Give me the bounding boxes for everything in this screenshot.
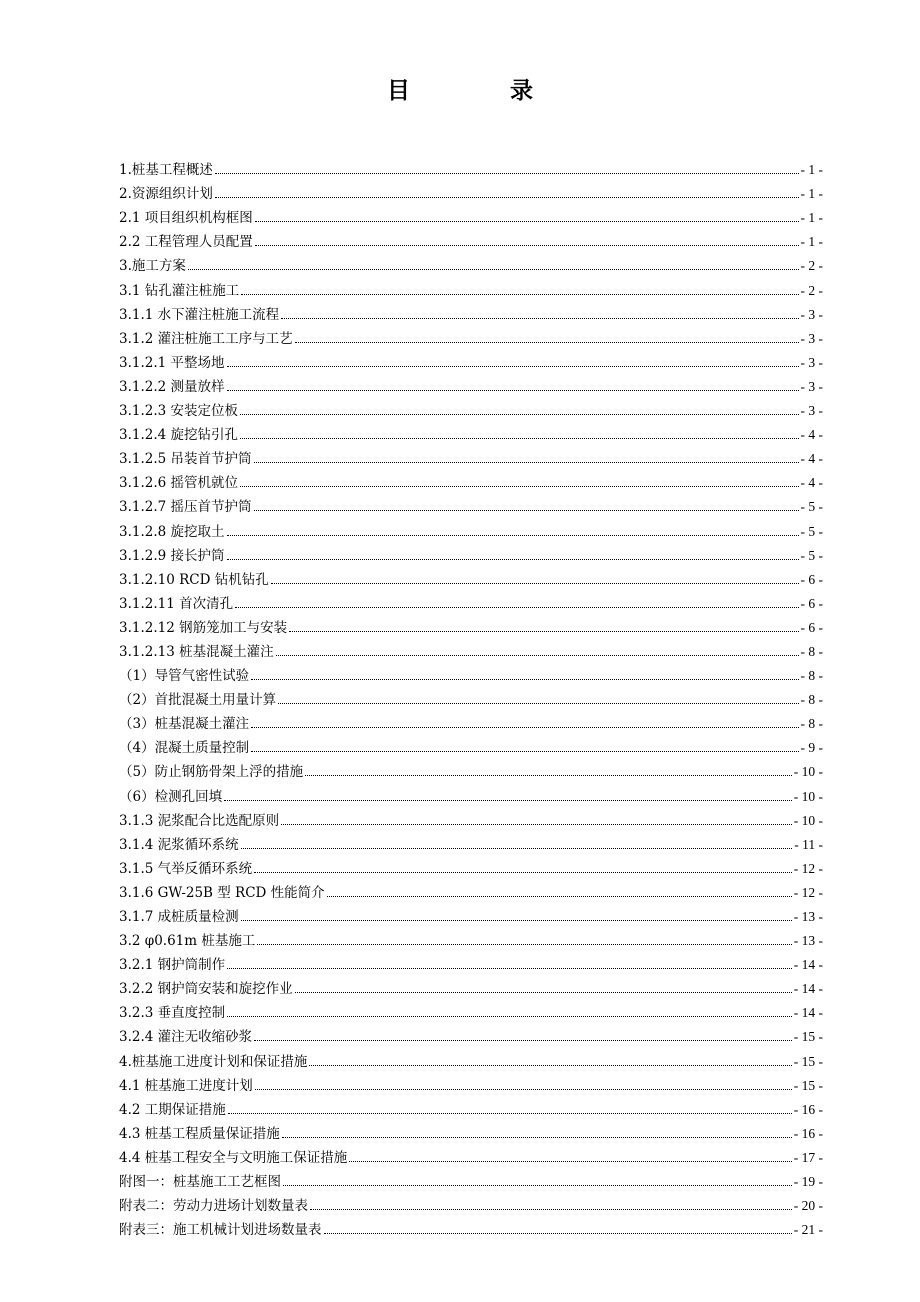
toc-entry-label: 附图一：桩基施工工艺框图 [119,1174,281,1191]
toc-entry[interactable] [119,661,823,685]
toc-entry-label: 3.1.2.6 摇管机就位 [119,475,239,492]
toc-entry-page-number: - 13 - [793,909,823,924]
toc-dot-leader [240,486,798,487]
toc-entry-page-number: - 20 - [793,1198,823,1214]
toc-entry-label: 3.2.4 灌注无收缩砂浆 [119,1029,253,1046]
toc-dot-leader [255,245,799,246]
toc-entry-label: 3.1.4 泥浆循环系统 [119,836,239,853]
toc-entry[interactable] [119,1022,823,1046]
toc-entry[interactable] [119,203,823,227]
toc-entry-page-number: - 3 - [800,403,823,419]
toc-entry-page-number: - 8 - [800,668,823,684]
toc-entry-page-number: - 4 - [800,475,823,491]
toc-dot-leader [251,679,798,680]
toc-entry[interactable] [119,1143,823,1167]
toc-entry-label: 3.2.3 垂直度控制 [119,1005,226,1022]
toc-entry-page-number: - 5 - [800,499,823,515]
toc-entry-label: （4）混凝土质量控制 [119,740,250,757]
toc-entry[interactable] [119,516,823,540]
toc-entry-label: （1）导管气密性试验 [119,668,250,685]
toc-dot-leader [295,342,799,343]
toc-entry-label: 3.1.2.11 首次清孔 [119,595,234,612]
toc-dot-leader [281,318,798,319]
toc-entry[interactable] [119,902,823,926]
toc-entry-page-number: - 14 - [793,981,823,997]
toc-entry[interactable] [119,492,823,516]
toc-entry-label: 3.1.2.8 旋挖取土 [119,523,225,540]
toc-dot-leader [271,583,799,584]
toc-entry-label: 4.桩基施工进度计划和保证措施 [119,1053,308,1070]
toc-entry-page-number: - 16 - [793,1101,823,1117]
toc-entry-label: 4.3 桩基工程质量保证措施 [119,1125,280,1142]
toc-entry-page-number: - 2 - [800,282,823,298]
toc-title-char-1: 目 [387,78,410,104]
toc-dot-leader [281,824,792,825]
toc-dot-leader [283,1185,792,1186]
toc-entry-page-number: - 6 - [800,619,823,635]
toc-entry[interactable] [119,179,823,203]
toc-entry-page-number: - 8 - [800,716,823,732]
toc-entry-page-number: - 1 - [800,162,823,178]
toc-entry[interactable] [119,589,823,613]
toc-entry-label: 3.1.2 灌注桩施工工序与工艺 [119,330,293,347]
toc-dot-leader [254,872,792,873]
toc-dot-leader [241,920,792,921]
toc-dot-leader [241,848,793,849]
toc-title [0,72,920,105]
toc-entry-label: 3.1.2.9 接长护筒 [119,547,225,564]
toc-entry-label: 3.1.7 成桩质量检测 [119,909,239,925]
toc-dot-leader [254,462,799,463]
toc-entry-label: 附表二：劳动力进场计划数量表 [119,1198,308,1215]
toc-entry-label: 3.1.2.7 摇压首节护筒 [119,499,252,516]
toc-entry-page-number: - 16 - [793,1125,823,1141]
toc-dot-leader [309,1065,791,1066]
toc-entry-page-number: - 11 - [794,836,823,852]
toc-entry-label: 3.1.2.5 吊装首节护筒 [119,451,252,468]
toc-entry[interactable] [119,324,823,348]
toc-entry-page-number: - 21 - [793,1222,823,1238]
toc-entry-page-number: - 6 - [800,595,823,611]
toc-dot-leader [227,1016,792,1017]
toc-entry[interactable] [119,926,823,950]
toc-dot-leader [276,655,799,656]
toc-dot-leader [215,173,799,174]
toc-entry-label: 3.1.2.3 安装定位板 [119,403,239,420]
toc-entry[interactable] [119,348,823,372]
toc-entry[interactable] [119,1046,823,1070]
toc-entry[interactable] [119,733,823,757]
table-of-contents [119,155,823,1239]
toc-entry[interactable] [119,1215,823,1239]
toc-entry-page-number: - 12 - [793,884,823,900]
toc-entry-page-number: - 14 - [793,957,823,973]
toc-entry[interactable] [119,275,823,299]
toc-entry-label: 3.1.2.1 平整场地 [119,354,225,371]
toc-entry-label: 3.1.6 GW-25B 型 RCD 性能简介 [119,884,325,901]
toc-entry-label: 3.1.2.2 测量放样 [119,378,225,395]
toc-entry[interactable] [119,372,823,396]
toc-entry[interactable] [119,251,823,275]
toc-entry-page-number: - 1 - [800,234,823,250]
toc-entry-label: 4.4 桩基工程安全与文明施工保证措施 [119,1149,348,1166]
toc-dot-leader [305,775,792,776]
toc-entry-label: 3.1.1 水下灌注桩施工流程 [119,306,280,323]
toc-dot-leader [235,607,798,608]
toc-entry-label: 2.2 工程管理人员配置 [119,234,253,251]
toc-entry-page-number: - 14 - [793,1005,823,1021]
toc-entry[interactable] [119,227,823,251]
toc-entry-label: 2.资源组织计划 [119,186,213,203]
toc-entry-page-number: - 15 - [793,1077,823,1093]
toc-dot-leader [241,294,798,295]
toc-entry[interactable] [119,998,823,1022]
toc-entry-label: 3.施工方案 [119,258,186,275]
toc-entry[interactable] [119,420,823,444]
toc-entry-label: 附表三：施工机械计划进场数量表 [119,1222,322,1239]
toc-entry-page-number: - 4 - [800,451,823,467]
toc-entry[interactable] [119,709,823,733]
toc-dot-leader [254,510,799,511]
toc-dot-leader [227,390,799,391]
toc-dot-leader [251,727,798,728]
toc-entry-page-number: - 1 - [800,210,823,226]
toc-entry-page-number: - 15 - [793,1029,823,1045]
toc-entry[interactable] [119,565,823,589]
toc-entry[interactable] [119,541,823,565]
toc-title-char-2: 录 [510,78,533,104]
toc-dot-leader [227,535,799,536]
toc-entry-label: 3.2.1 钢护筒制作 [119,957,226,974]
toc-dot-leader [227,968,792,969]
toc-dot-leader [227,366,799,367]
toc-entry[interactable] [119,781,823,805]
toc-entry[interactable] [119,1191,823,1215]
toc-entry-label: （5）防止钢筋骨架上浮的措施 [119,764,304,781]
toc-entry[interactable] [119,1167,823,1191]
toc-entry-label: 4.1 桩基施工进度计划 [119,1077,253,1094]
toc-entry-label: 3.1.2.12 钢筋笼加工与安装 [119,619,288,636]
toc-entry[interactable] [119,757,823,781]
toc-dot-leader [255,221,799,222]
toc-entry[interactable] [119,950,823,974]
toc-entry[interactable] [119,878,823,902]
toc-dot-leader [224,800,792,801]
toc-entry[interactable] [119,830,823,854]
toc-entry-label: 1.桩基工程概述 [119,162,213,179]
toc-entry-page-number: - 3 - [800,306,823,322]
toc-entry[interactable] [119,974,823,998]
toc-entry-page-number: - 10 - [793,812,823,828]
toc-entry-page-number: - 5 - [800,547,823,563]
toc-dot-leader [251,751,798,752]
toc-entry-label: 3.2.2 钢护筒安装和旋挖作业 [119,981,293,998]
toc-dot-leader [349,1161,791,1162]
toc-entry-page-number: - 8 - [800,692,823,708]
toc-entry[interactable] [119,613,823,637]
toc-entry-page-number: - 8 - [800,643,823,659]
toc-entry-page-number: - 13 - [793,933,823,949]
toc-entry-page-number: - 10 - [793,764,823,780]
toc-entry-label: 2.1 项目组织机构框图 [119,210,253,227]
toc-entry[interactable] [119,1095,823,1119]
toc-dot-leader [254,1040,792,1041]
toc-dot-leader [278,703,798,704]
toc-entry[interactable] [119,854,823,878]
toc-entry[interactable] [119,685,823,709]
toc-entry-label: （6）检测孔回填 [119,788,223,805]
toc-entry-label: 3.2 φ0.61m 桩基施工 [119,933,256,950]
toc-dot-leader [327,896,792,897]
toc-entry[interactable] [119,300,823,324]
toc-dot-leader [282,1137,792,1138]
toc-entry-page-number: - 15 - [793,1053,823,1069]
toc-dot-leader [227,559,799,560]
toc-entry[interactable] [119,1119,823,1143]
toc-entry[interactable] [119,1071,823,1095]
toc-dot-leader [228,1113,792,1114]
toc-entry[interactable] [119,444,823,468]
toc-dot-leader [295,992,792,993]
toc-entry-label: （3）桩基混凝土灌注 [119,716,250,733]
toc-entry-label: 3.1.2.10 RCD 钻机钻孔 [119,571,269,588]
toc-entry-label: 3.1 钻孔灌注桩施工 [119,282,240,299]
toc-entry-label: 3.1.2.13 桩基混凝土灌注 [119,643,274,660]
toc-entry[interactable] [119,637,823,661]
toc-entry-page-number: - 3 - [800,330,823,346]
toc-dot-leader [324,1233,792,1234]
toc-entry-page-number: - 3 - [800,378,823,394]
toc-entry[interactable] [119,806,823,830]
toc-entry[interactable] [119,396,823,420]
toc-entry-label: 3.1.5 气举反循环系统 [119,860,253,877]
toc-entry[interactable] [119,468,823,492]
toc-entry-label: 4.2 工期保证措施 [119,1101,226,1118]
toc-dot-leader [255,1089,792,1090]
toc-dot-leader [215,197,799,198]
toc-entry-page-number: - 1 - [800,186,823,202]
toc-dot-leader [289,631,798,632]
toc-entry-page-number: - 5 - [800,523,823,539]
toc-dot-leader [257,944,791,945]
toc-entry[interactable] [119,155,823,179]
toc-dot-leader [240,414,798,415]
toc-entry-page-number: - 6 - [800,571,823,587]
toc-entry-page-number: - 4 - [800,427,823,443]
toc-entry-page-number: - 17 - [793,1149,823,1165]
toc-dot-leader [188,269,799,270]
toc-entry-page-number: - 3 - [800,354,823,370]
toc-entry-page-number: - 19 - [793,1174,823,1190]
toc-dot-leader [240,438,798,439]
toc-entry-page-number: - 2 - [800,258,823,274]
toc-entry-label: 3.1.2.4 旋挖钻引孔 [119,427,239,444]
toc-entry-label: （2）首批混凝土用量计算 [119,692,277,709]
toc-entry-page-number: - 12 - [793,860,823,876]
toc-entry-page-number: - 9 - [800,740,823,756]
toc-entry-label: 3.1.3 泥浆配合比选配原则 [119,812,280,829]
toc-dot-leader [310,1209,792,1210]
toc-entry-page-number: - 10 - [793,788,823,804]
